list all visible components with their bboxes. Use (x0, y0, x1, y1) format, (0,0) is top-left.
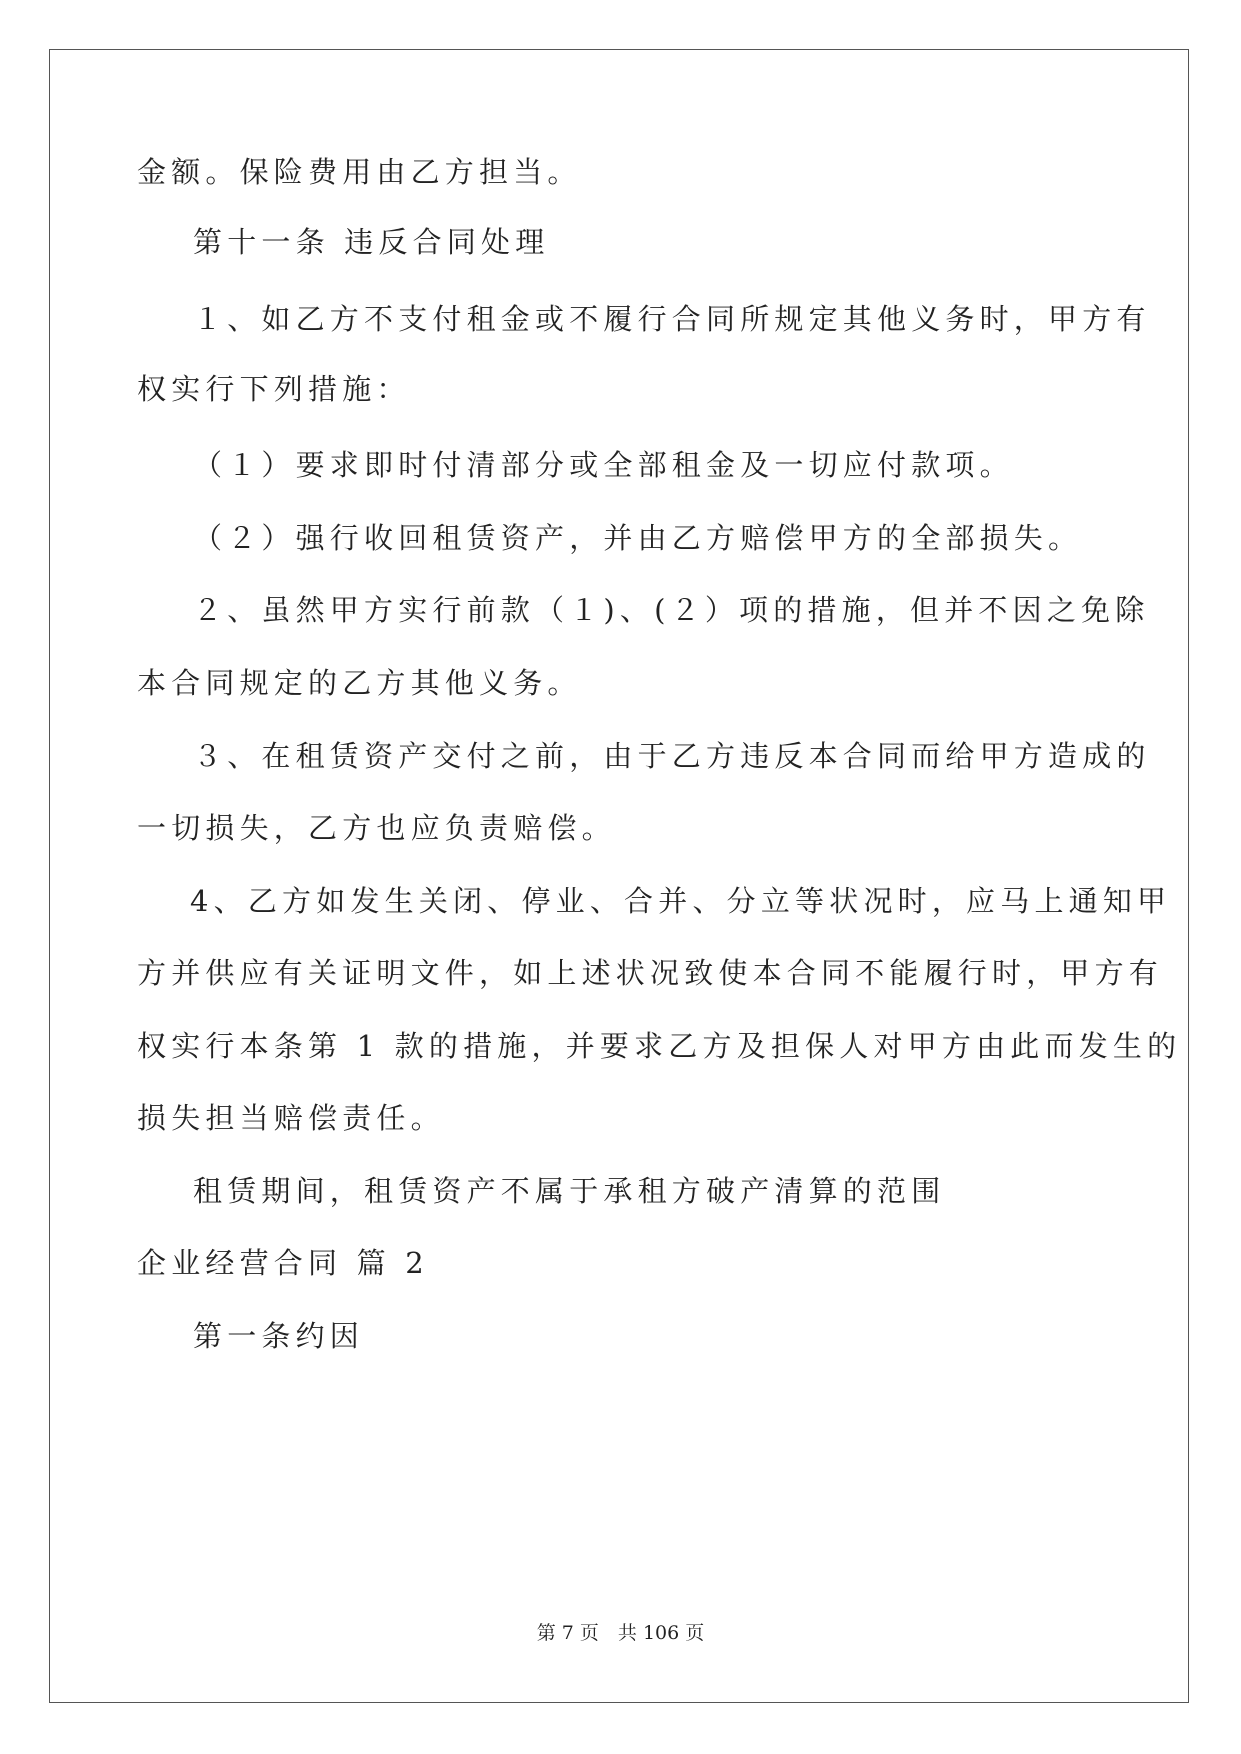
page-footer (0, 1620, 1241, 1646)
text-line-5: （１）要求即时付清部分或全部租金及一切应付款项。 (193, 448, 1014, 482)
text-line-9: ３、在租赁资产交付之前，由于乙方违反本合同而给甲方造成的 (193, 739, 1151, 773)
article-1-heading: 第一条约因 (193, 1319, 365, 1353)
text-line-10: 一切损失，乙方也应负责赔偿。 (137, 811, 616, 845)
text-line-3: １、如乙方不支付租金或不履行合同所规定其他义务时，甲方有 (193, 302, 1151, 336)
article-11-heading: 第十一条 违反合同处理 (193, 225, 550, 259)
page-number: 第 7 页 共 106 页 (536, 1622, 705, 1644)
text-line-7: ２、虽然甲方实行前款（１)、(２）项的措施，但并不因之免除 (193, 593, 1150, 627)
text-line-8: 本合同规定的乙方其他义务。 (137, 666, 582, 700)
text-line-6: （２）强行收回租赁资产，并由乙方赔偿甲方的全部损失。 (193, 521, 1083, 555)
text-line-13: 权实行本条第 1 款的措施，并要求乙方及担保人对甲方由此而发生的 (137, 1029, 1182, 1063)
text-line-4: 权实行下列措施： (137, 372, 411, 406)
text-line-12: 方并供应有关证明文件，如上述状况致使本合同不能履行时，甲方有 (137, 956, 1164, 990)
text-line-11: 4、乙方如发生关闭、停业、合并、分立等状况时，应马上通知甲 (190, 884, 1172, 918)
page-border (49, 49, 1189, 1703)
text-line-15: 租赁期间，租赁资产不属于承租方破产清算的范围 (193, 1174, 946, 1208)
text-line-1: 金额。保险费用由乙方担当。 (137, 155, 582, 189)
text-line-14: 损失担当赔偿责任。 (137, 1101, 445, 1135)
section-heading-part-2: 企业经营合同 篇 2 (137, 1246, 429, 1280)
